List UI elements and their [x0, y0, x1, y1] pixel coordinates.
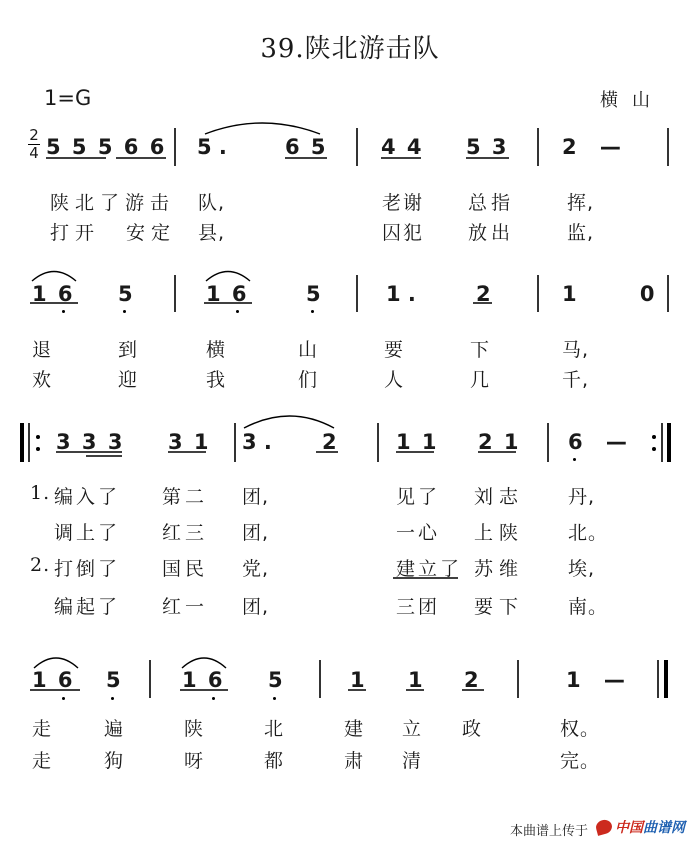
notes-s4-m3a: 1 [350, 668, 365, 692]
lyric-s3-v2-f: 北。 [568, 522, 609, 544]
lyric-s1-v1-a: 陕北了游击 [50, 192, 176, 214]
slur [32, 272, 76, 282]
lyric-s2-v1-3: 山 [298, 339, 319, 361]
lyric-s3-v3-c: 党, [242, 558, 270, 580]
lyric-s2-v1-4: 要 [384, 339, 405, 361]
lyric-s3-v4-a: 编起了 [54, 596, 121, 618]
lower-octave-dot [311, 310, 314, 313]
notes-s4-m2b: 5 [268, 668, 283, 692]
notes-s2-m2a: 1 6 [206, 282, 249, 306]
slur [34, 658, 78, 668]
site-logo[interactable] [596, 817, 685, 837]
lyric-s2-v2-4: 人 [384, 369, 405, 391]
lyric-s1-v2-f: 监, [567, 222, 595, 244]
song-title: 39.陕北游击队 [260, 34, 440, 64]
lyric-s4-v1-1: 遍 [104, 718, 125, 740]
notes-s2-m3b: 2 [476, 282, 491, 306]
lyric-s4-v1-0: 走 [32, 718, 53, 740]
lyric-s2-v1-0: 退 [32, 339, 53, 361]
repeat-dot [652, 447, 656, 451]
slur [182, 658, 226, 668]
lyric-s3-v1-e: 刘志 [474, 486, 525, 508]
lower-octave-dot [236, 310, 239, 313]
logo-text-part1: 中国 [615, 820, 643, 836]
slur [206, 272, 250, 282]
lyric-s2-v1-6: 马, [562, 339, 590, 361]
repeat-dot [36, 447, 40, 451]
lyric-s1-v2-d: 囚犯 [382, 222, 425, 244]
notes-s1-m3a: 4 4 [381, 135, 424, 159]
lyric-s3-v3-e: 苏维 [474, 558, 525, 580]
lyric-s2-v1-2: 横 [206, 339, 227, 361]
lyric-s4-v2-3: 都 [264, 750, 285, 772]
lyric-s3-v2-a: 调上了 [54, 522, 121, 544]
lyric-s4-v1-3: 北 [264, 718, 285, 740]
lyric-s2-v2-3: 们 [298, 369, 319, 391]
slur [205, 123, 320, 134]
lyric-s1-v1-b: 队, [198, 192, 226, 214]
notes-s3-m1b: 3 1 [168, 430, 211, 454]
notes-s4-m1b: 5 [106, 668, 121, 692]
logo-icon [594, 818, 613, 836]
lyric-s2-v2-0: 欢 [32, 369, 53, 391]
notes-s3-m3b: 2 1 [478, 430, 521, 454]
lyric-s4-v2-0: 走 [32, 750, 53, 772]
notes-s2-m1a: 1 6 [32, 282, 75, 306]
lyric-s4-v2-2: 呀 [184, 750, 205, 772]
lower-octave-dot [273, 697, 276, 700]
lower-octave-dot [212, 697, 215, 700]
lyric-s3-v4-d: 三团 [396, 596, 441, 618]
lyric-s3-v2-e: 上陕 [474, 522, 525, 544]
verse-number-2: 2. [30, 554, 51, 576]
lower-octave-dot [62, 697, 65, 700]
notes-s1-m4: 2 — [562, 135, 629, 159]
lyric-s3-v2-b: 红三 [162, 522, 209, 544]
notes-s3-m4: 6 — [568, 430, 635, 454]
lyric-s2-v2-6: 千, [562, 369, 590, 391]
repeat-dot [652, 435, 656, 439]
lower-octave-dot [573, 458, 576, 461]
lyric-s4-v1-4: 建 [344, 718, 365, 740]
repeat-dot [36, 435, 40, 439]
notes-s3-m3a: 1 1 [396, 430, 439, 454]
lyric-s3-v3-f: 埃, [568, 558, 596, 580]
notes-s1-m3b: 5 3 [466, 135, 509, 159]
lyric-s1-v2-c: 县, [198, 222, 226, 244]
logo-text [615, 817, 685, 837]
lyric-s1-v2-a: 打开 [50, 222, 101, 244]
lyric-s2-v2-2: 我 [206, 369, 227, 391]
composer: 横山 [600, 90, 664, 111]
lyric-s3-v1-d: 见了 [396, 486, 441, 508]
upload-notice: 本曲谱上传于 [510, 824, 589, 839]
notes-s1-m1: 5 5 5 6 6 [46, 135, 167, 159]
lyric-s2-v2-1: 迎 [118, 369, 139, 391]
lyric-s3-v4-e: 要下 [474, 596, 525, 618]
lyric-s3-v3-d: 建立了 [396, 558, 463, 580]
lyric-s3-v2-c: 团, [242, 522, 270, 544]
lyric-s2-v1-5: 下 [470, 339, 491, 361]
lyric-s1-v1-d: 总指 [468, 192, 515, 214]
lyric-s2-v1-1: 到 [118, 339, 139, 361]
lyric-s3-v4-b: 红一 [162, 596, 209, 618]
notes-s3-m2a: 3 . [242, 430, 272, 454]
notes-s4-m1a: 1 6 [32, 668, 75, 692]
lyric-s3-v4-f: 南。 [568, 596, 609, 618]
notes-s2-m2b: 5 [306, 282, 321, 306]
time-signature-bottom: 4 [29, 144, 39, 162]
lyric-s1-v1-e: 挥, [567, 192, 595, 214]
lyric-s2-v2-5: 几 [470, 369, 491, 391]
lyric-s4-v2-4: 肃 [344, 750, 365, 772]
lyric-s3-v3-b: 国民 [162, 558, 209, 580]
lyric-s3-v3-a: 打倒了 [54, 558, 121, 580]
notes-s1-m2a: 5 . [197, 135, 227, 159]
lyric-s4-v2-6: 完。 [560, 750, 601, 772]
lyric-s1-v2-b: 安定 [126, 222, 177, 244]
lyric-s4-v1-6: 政 [462, 718, 483, 740]
lyric-s4-v1-7: 权。 [560, 718, 601, 740]
lyric-s3-v4-c: 团, [242, 596, 270, 618]
logo-text-part2: 曲谱网 [643, 820, 685, 836]
notes-s4-m4: 1 — [566, 668, 633, 692]
lyric-s1-v1-c: 老谢 [382, 192, 425, 214]
notes-s2-m1b: 5 [118, 282, 133, 306]
notes-s3-m1a: 3 3 3 [56, 430, 125, 454]
lyric-s3-v2-d: 一心 [396, 522, 441, 544]
lyric-s3-v1-b: 第二 [162, 486, 209, 508]
notes-s4-m3c: 2 [464, 668, 479, 692]
lyric-s3-v1-c: 团, [242, 486, 270, 508]
lyric-s4-v1-2: 陕 [184, 718, 205, 740]
notes-s4-m2a: 1 6 [182, 668, 225, 692]
slur [244, 416, 334, 428]
lyric-s3-v1-f: 丹, [568, 486, 596, 508]
lyric-s4-v2-1: 狗 [104, 750, 125, 772]
lyric-s4-v2-5: 清 [402, 750, 423, 772]
time-signature-top: 2 [29, 126, 39, 144]
key-signature: 1=G [44, 86, 92, 110]
lower-octave-dot [111, 697, 114, 700]
notes-s4-m3b: 1 [408, 668, 423, 692]
notes-s1-m2b: 6 5 [285, 135, 328, 159]
lyric-s4-v1-5: 立 [402, 718, 423, 740]
verse-number-1: 1. [30, 482, 51, 504]
notes-s2-m3a: 1 . [386, 282, 416, 306]
notes-s2-m4: 1 0 [562, 282, 683, 306]
lyric-s1-v2-e: 放出 [468, 222, 515, 244]
lyric-s3-v1-a: 编入了 [54, 486, 121, 508]
lower-octave-dot [123, 310, 126, 313]
lower-octave-dot [62, 310, 65, 313]
notes-s3-m2b: 2 [322, 430, 337, 454]
